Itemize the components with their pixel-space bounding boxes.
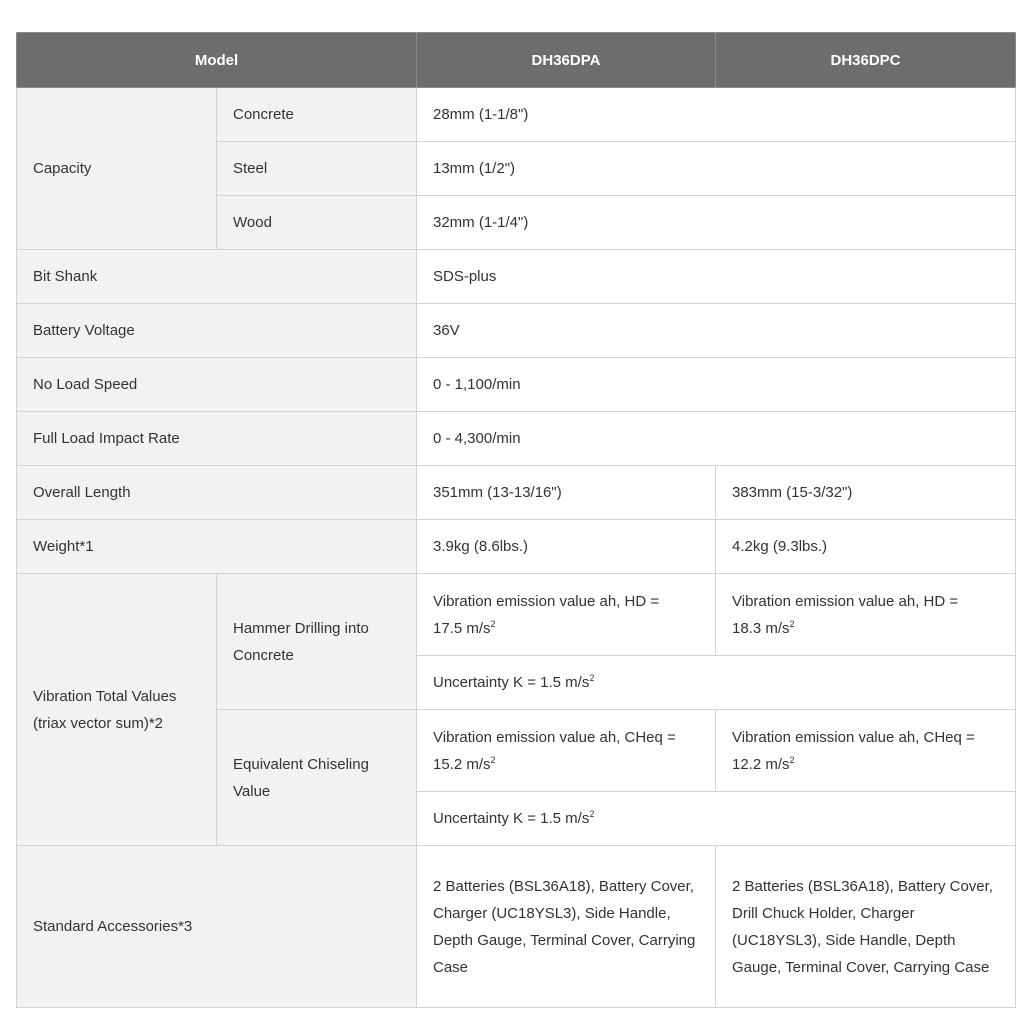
chisel-emission-b-text: Vibration emission value ah, CHeq = [732,728,975,746]
chiseling-label [217,710,417,846]
accessories-value-a: 2 Batteries (BSL36A18), Battery Cover, Charger (UC18YSL3), Side Handle, Depth Gauge, Terminal Cover, Carrying Case [417,846,716,1008]
unit-text: m/s [765,755,790,773]
unit-exponent: 2 [789,754,795,765]
hammer-uncertainty [417,656,1016,710]
chisel-uncertainty [417,792,1016,846]
unit-exponent: 2 [589,673,595,683]
no-load-speed-value: 0 - 1,100/min [417,358,1016,412]
hammer-uncertainty-text: Uncertainty K = 1.5 [433,674,561,691]
hammer-label-line2: Concrete [233,646,294,664]
table-row [17,466,1016,520]
overall-length-value-b: 383mm (15-3/32") [716,466,1016,520]
hammer-label-line1: Hammer Drilling into [233,619,369,637]
concrete-label: Concrete [217,88,417,142]
steel-value: 13mm (1/2") [417,142,1016,196]
unit-text: m/s [466,619,491,637]
table-row [17,250,1016,304]
table-row [17,358,1016,412]
unit-exponent: 2 [589,809,595,819]
overall-length-label: Overall Length [17,466,417,520]
chisel-uncertainty-text: Uncertainty K = 1.5 [433,810,561,827]
unit-exponent: 2 [490,754,496,765]
overall-length-value-a: 351mm (13-13/16") [417,466,716,520]
unit-text: m/s [565,674,590,691]
chisel-label-line1: Equivalent Chiseling [233,755,369,773]
header-row [17,33,1016,88]
unit-text: m/s [466,755,491,773]
model-b-header: DH36DPC [716,33,1016,88]
unit-exponent: 2 [789,618,795,629]
vibration-label-line1: Vibration Total Values [33,687,177,705]
chisel-emission-a [417,710,716,792]
impact-rate-label: Full Load Impact Rate [17,412,417,466]
chisel-emission-a-text: Vibration emission value ah, CHeq = [433,728,676,746]
accessories-label: Standard Accessories*3 [17,846,417,1008]
vibration-label [17,574,217,846]
hammer-emission-b-text: Vibration emission value ah, HD = [732,592,959,610]
hammer-emission-a-value: 17.5 [433,619,463,637]
table-row [17,520,1016,574]
no-load-speed-label: No Load Speed [17,358,417,412]
wood-label: Wood [217,196,417,250]
unit-text: m/s [765,619,790,637]
chisel-emission-b-value: 12.2 [732,755,762,773]
weight-value-b: 4.2kg (9.3lbs.) [716,520,1016,574]
battery-voltage-value: 36V [417,304,1016,358]
table-row [17,412,1016,466]
hammer-drilling-label [217,574,417,710]
hammer-emission-a-text: Vibration emission value ah, HD = [433,592,660,610]
steel-label: Steel [217,142,417,196]
unit-text: m/s [565,810,590,827]
chisel-label-line2: Value [233,782,271,800]
table-row [17,846,1016,1008]
hammer-emission-b [716,574,1016,656]
hammer-emission-a [417,574,716,656]
weight-label: Weight*1 [17,520,417,574]
hammer-emission-b-value: 18.3 [732,619,762,637]
table-row [17,304,1016,358]
table-row [17,88,1016,142]
weight-value-a: 3.9kg (8.6lbs.) [417,520,716,574]
bit-shank-value: SDS-plus [417,250,1016,304]
spec-table [16,32,1016,1008]
impact-rate-value: 0 - 4,300/min [417,412,1016,466]
capacity-label: Capacity [17,88,217,250]
accessories-value-b: 2 Batteries (BSL36A18), Battery Cover, Drill Chuck Holder, Charger (UC18YSL3), Side Handle, Depth Gauge, Terminal Cover, Carrying Case [716,846,1016,1008]
bit-shank-label: Bit Shank [17,250,417,304]
battery-voltage-label: Battery Voltage [17,304,417,358]
model-header: Model [17,33,417,88]
chisel-emission-b [716,710,1016,792]
vibration-label-line2: (triax vector sum)*2 [33,714,164,732]
wood-value: 32mm (1-1/4") [417,196,1016,250]
table-row [17,574,1016,656]
model-a-header: DH36DPA [417,33,716,88]
concrete-value: 28mm (1-1/8") [417,88,1016,142]
unit-exponent: 2 [490,618,496,629]
chisel-emission-a-value: 15.2 [433,755,463,773]
